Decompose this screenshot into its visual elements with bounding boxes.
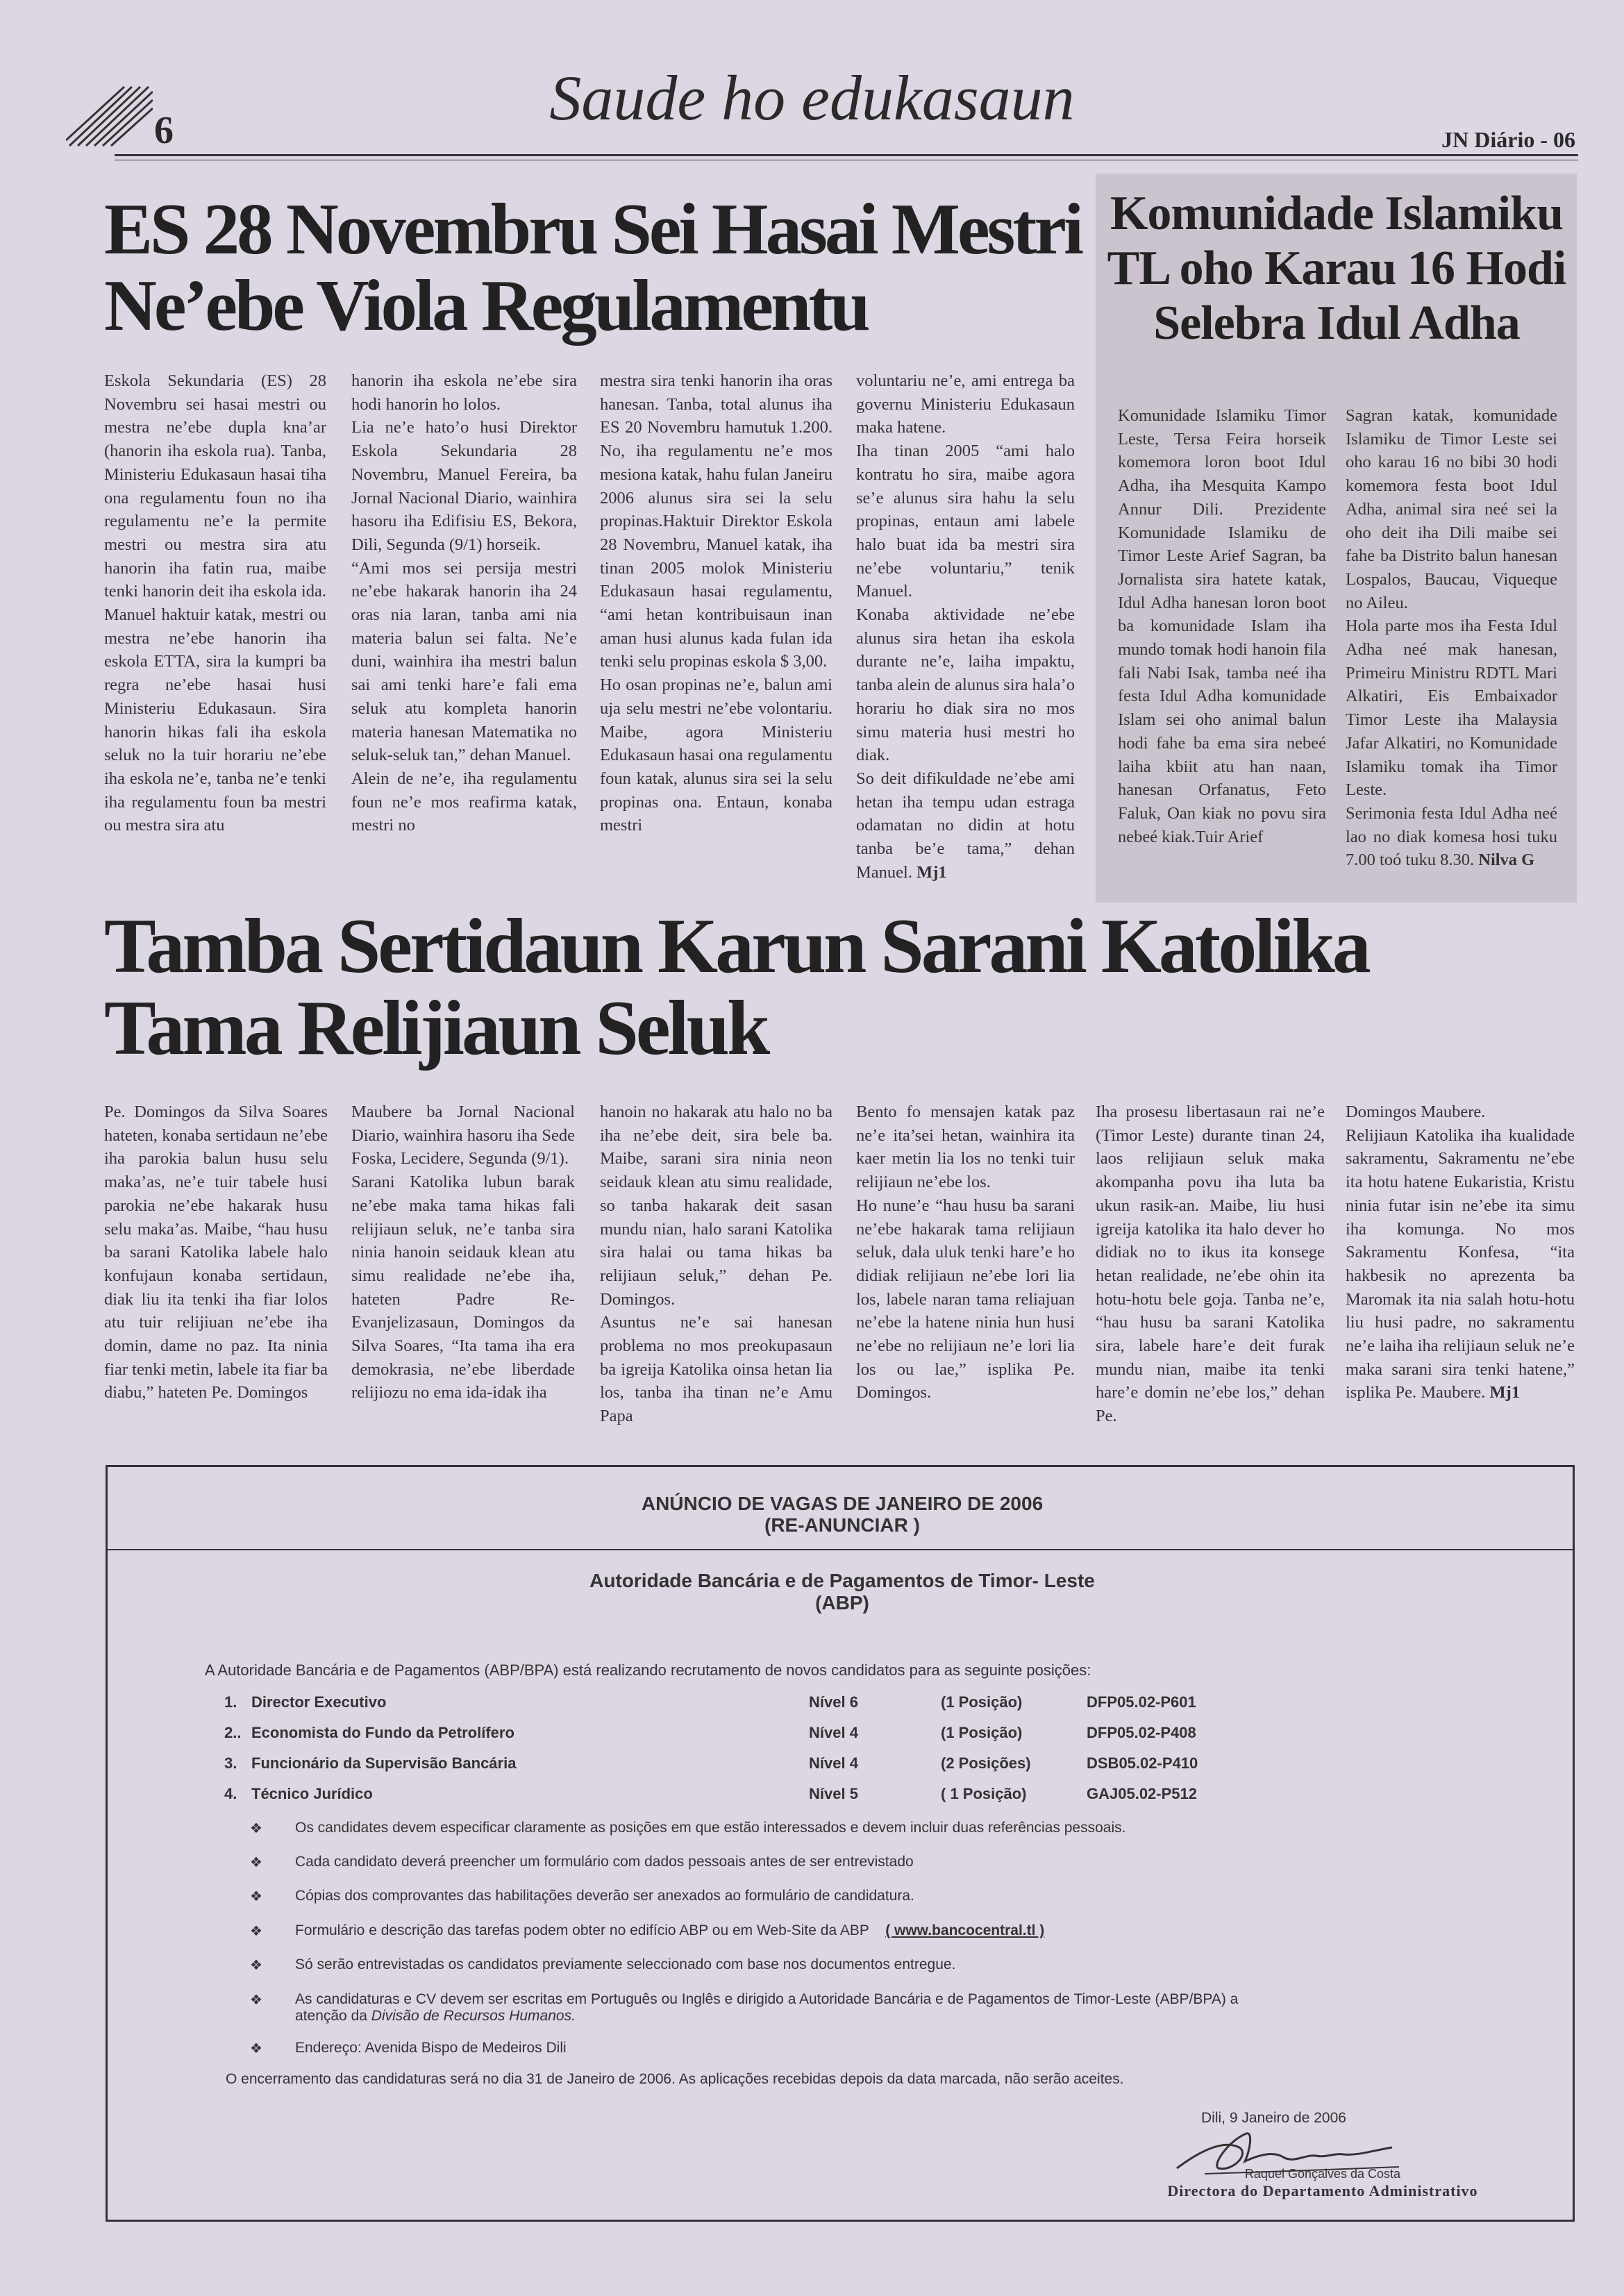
requirement-item: Cada candidato deverá preencher um formulário com dados pessoais antes de ser entrevistado	[295, 1854, 914, 1870]
article2-column-3	[600, 1100, 832, 1428]
article2-column-1	[104, 1100, 328, 1405]
article2-column-5	[1096, 1100, 1325, 1428]
requirement-item: Formulário e descrição das tarefas podem obter no edifício ABP ou em Web-Site da ABP ( www.bancocentral.tl )	[295, 1922, 1045, 1938]
article2-paragraph: Asuntus ne’e sai hanesan problema no mos preokupasaun ba igreija Katolika oinsa hetan lia los, tanba iha tinan ne’e Amu Papa	[600, 1313, 832, 1426]
article2-paragraph: Domingos Maubere.	[1346, 1103, 1486, 1121]
ad-intro: A Autoridade Bancária e de Pagamentos (ABP/BPA) está realizando recrutamento de novos candidatos para as seguinte posições:	[205, 1661, 1091, 1679]
sidebar-signoff: Nilva G	[1478, 850, 1535, 870]
position-title: Director Executivo	[251, 1693, 387, 1711]
bullet-diamond-icon: ❖	[250, 1889, 262, 1904]
position-number: 2..	[224, 1724, 242, 1741]
bullet-diamond-icon: ❖	[250, 1924, 262, 1939]
signatory-name: Raquel Gonçalves da Costa	[1244, 2167, 1401, 2181]
position-count: ( 1 Posição)	[941, 1785, 1027, 1802]
article1-signoff: Mj1	[916, 862, 947, 882]
article2-column-4	[856, 1100, 1075, 1405]
position-count: (1 Posição)	[941, 1724, 1023, 1741]
position-level: Nível 6	[809, 1693, 858, 1711]
section-title: Saude ho edukasaun	[549, 62, 1075, 133]
article2-paragraph: Ho nune’e “hau husu ba sarani ne’ebe hakarak tama relijiaun seluk, dala uluk tenki hare’e ho didiak relijiaun ne’ebe lori lia los, labele naran tama reliajuan ne’ebe la hatene ninia hun husi ne’ebe no relijiaun ne’e lori lia los ou lae,” isplika Pe. Domingos.	[856, 1196, 1075, 1402]
article2-headline-line1: Tamba Sertidaun Karun Sarani Katolika	[104, 903, 1368, 989]
bullet-diamond-icon: ❖	[250, 2041, 262, 2056]
bullet-diamond-icon: ❖	[250, 1993, 262, 2008]
position-number: 3.	[224, 1754, 237, 1772]
sidebar-column-2	[1346, 404, 1557, 872]
article1-column-2	[351, 369, 577, 837]
ad-date: Dili, 9 Janeiro de 2006	[1201, 2110, 1346, 2126]
sidebar-paragraph: Sagran katak, komunidade Islamiku de Timor Leste sei oho karau 16 no bibi 30 hodi komemora festa boot Idul Adha, animal sira neé sei la oho deit iha Dili maibe sei fahe ba Distrito balun hanesan Lospalos, Baucau, Viqueque no Aileu.	[1346, 406, 1557, 612]
article2-paragraph: Sarani Katolika lubun barak ne’ebe maka tama hikas fali relijiaun seluk, ne’e tanba sira ninia hanoin seidauk klean atu simu realidade ne’ebe iha, hateten Padre Re-Evanjelizasaun, Domingos da Silva Soares, “Ita tama iha era demokrasia, ne’ebe liberdade relijiozu no ema ida-idak iha	[351, 1173, 575, 1402]
position-number: 4.	[224, 1785, 237, 1802]
article2-paragraph: Bento fo mensajen katak paz ne’e ita’sei hetan, wainhira ita kaer metin lia los no tenki tuir relijiaun ne’ebe los.	[856, 1103, 1075, 1192]
issue-label: JN Diário - 06	[1441, 127, 1575, 152]
bullet-diamond-icon: ❖	[250, 1855, 262, 1870]
article2-column-2	[351, 1100, 575, 1405]
article1-headline	[104, 188, 1090, 346]
position-number: 1.	[224, 1693, 237, 1711]
article1-paragraph: Ho osan propinas ne’e, balun ami uja selu mestri ne’ebe volontariu. Maibe, agora Ministeriu Edukasaun hasai ona regulamentu foun katak, alunus sira sei la selu propinas ona. Entaun, konaba mestri	[600, 676, 832, 835]
requirement-item: Cópias dos comprovantes das habilitações deverão ser anexados ao formulário de candidatura.	[295, 1888, 914, 1904]
ad-org-name: Autoridade Bancária e de Pagamentos de Timor- Leste	[589, 1570, 1095, 1591]
position-code: DFP05.02-P408	[1087, 1724, 1196, 1741]
requirement-item: As candidaturas e CV devem ser escritas em Português ou Inglês e dirigido a Autoridade Bancária e de Pagamentos de Timor-Leste (ABP/BPA) a atenção da Divisão de Recursos Humanos.	[295, 1991, 1239, 2025]
article1-paragraph: So deit difikuldade ne’ebe ami hetan iha tempu udan estraga odamatan no didin at hotu tanba be’e tama,” dehan Manuel. Mj1	[856, 769, 1075, 882]
sidebar-headline: Komunidade Islamiku TL oho Karau 16 Hodi Selebra Idul Adha	[1107, 187, 1566, 351]
ad-divider	[108, 1549, 1573, 1550]
ad-title-line2: (RE-ANUNCIAR )	[764, 1514, 920, 1536]
article1-paragraph: Konaba aktividade ne’ebe alunus sira hetan iha eskola durante ne’e, laiha impaktu, tanba alein de alunus sira hala’o horariu ho diak sira no mos simu materia husi mestri ho diak.	[856, 605, 1075, 765]
ad-title-line1: ANÚNCIO DE VAGAS DE JANEIRO DE 2006	[641, 1493, 1044, 1514]
position-code: GAJ05.02-P512	[1087, 1785, 1197, 1802]
sidebar-paragraph: Serimonia festa Idul Adha neé lao no diak komesa hosi tuku 7.00 toó tuku 8.30. Nilva G	[1346, 803, 1557, 870]
article1-paragraph: voluntariu ne’e, ami entrega ba governu Ministeriu Edukasaun maka hatene.	[856, 371, 1075, 437]
article1-paragraph: Iha tinan 2005 “ami halo kontratu ho sira, maibe agora se’e alunus sira hahu la selu propinas, entaun ami labele halo buat ida ba mestri sira ne’ebe voluntariu,” tenik Manuel.	[856, 442, 1075, 601]
article2-signoff: Mj1	[1489, 1383, 1521, 1402]
article1-column-1	[104, 369, 326, 837]
article2-column-6	[1346, 1100, 1575, 1405]
sidebar-paragraph: Komunidade Islamiku Timor Leste, Tersa Feira horseik komemora loron boot Idul Adha, iha Mesquita Kampo Annur Dili. Prezidente Komunidade Islamiku de Timor Leste Arief Sagran, ba Jornalista sira hatete katak, Idul Adha hanesan loron boot ba komunidade Islam iha mundo tomak hodi hanoin fila fali Nabi Isak, tamba neé iha festa Idul Adha komunidade Islam sei oho animal balun hodi fahe ba ema sira nebeé laiha kbiit atu han naan, hanesan Orfanatus, Feto Faluk, Oan kiak no povu sira nebeé kiak.Tuir Arief	[1118, 406, 1326, 846]
article1-column-4	[856, 369, 1075, 884]
position-count: (1 Posição)	[941, 1693, 1023, 1711]
position-code: DSB05.02-P410	[1087, 1754, 1198, 1772]
ad-organization	[108, 1570, 1577, 1614]
header-rule	[115, 154, 1578, 156]
article1-paragraph: mestra sira tenki hanorin iha oras hanesan. Tanba, total alunus iha ES 20 Novembru hamutuk 1.200. No, iha regulamentu ne’e mos mesiona katak, hahu fulan Janeiru 2006 alunus sira sei la selu propinas.Haktuir Direktor Eskola 28 Novembru, Manuel katak, iha tinan 2005 molok Ministeriu Edukasaun hasai regulamentu, “ami hetan kontribuisaun inan aman husi alunus kada fulan ida tenki selu propinas eskola $ 3,00.	[600, 371, 832, 671]
article2-paragraph: Maubere ba Jornal Nacional Diario, wainhira hasoru iha Sede Foska, Lecidere, Segunda (9/1).	[351, 1103, 575, 1168]
bullet-diamond-icon: ❖	[250, 1821, 262, 1836]
website-link[interactable]: ( www.bancocentral.tl )	[885, 1922, 1045, 1938]
position-title: Técnico Jurídico	[251, 1785, 373, 1802]
position-level: Nível 4	[809, 1754, 858, 1772]
article1-column-3	[600, 369, 832, 837]
article1-paragraph: hanorin iha eskola ne’ebe sira hodi hanorin ho lolos.	[351, 371, 577, 414]
requirement-item: Só serão entrevistadas os candidatos previamente seleccionado com base nos documentos entregue.	[295, 1956, 956, 1972]
position-title: Economista do Fundo da Petrolífero	[251, 1724, 514, 1741]
article2-paragraph: hanoin no hakarak atu halo no ba iha ne’ebe deit, sira bele ba. Maibe, sarani sira ninia neon seidauk klean atu simu realidade, so tanba hakarak deit sasan mundu nian, halo sarani Katolika sira halai ou tama hikas ba relijiaun seluk,” dehan Pe. Domingos.	[600, 1103, 832, 1309]
ad-title	[108, 1493, 1577, 1536]
article1-paragraph: Alein de ne’e, iha regulamentu foun ne’e mos reafirma katak, mestri no	[351, 769, 577, 835]
article1-paragraph: Eskola Sekundaria (ES) 28 Novembru sei hasai mestri ou mestra ne’ebe dupla kna’ar (hanorin iha eskola rua). Tanba, Ministeriu Edukasaun hasai tiha ona regulamentu foun no iha regulamentu ne’e la permite mestri ou mestra sira atu hanorin iha fatin rua, maibe tenki hanorin deit iha eskola ida. Manuel haktuir katak, mestri ou mestra ne’ebe hanorin iha eskola ETTA, sira la kumpri ba regra ne’ebe hasai husi Ministeriu Edukasaun. Sira hanorin hikas fali iha eskola seluk no la tuir horariu ne’ebe iha eskola ne’e, tanba ne’e tenki iha regulamentu foun ba mestri ou mestra sira atu	[104, 371, 326, 835]
article1-headline-line1: ES 28 Novembru Sei Hasai Mestri	[104, 188, 1082, 269]
signatory-role: Directora do Departamento Administrativo	[1167, 2182, 1478, 2199]
article1-paragraph: “Ami mos sei persija mestri ne’ebe hakarak hanorin iha 24 oras nia laran, tanba ami nia materia balun sei falta. Ne’e duni, wainhira iha mestri balun sai ami tenki hare’e fali ema seluk atu kompleta hanorin materia hanesan Matematika no seluk-seluk tan,” dehan Manuel.	[351, 558, 577, 765]
ad-org-acronym: (ABP)	[815, 1592, 869, 1614]
position-code: DFP05.02-P601	[1087, 1693, 1196, 1711]
requirement-item: Os candidates devem especificar claramente as posições em que estão interessados e devem incluir duas referências pessoais.	[295, 1820, 1126, 1836]
article2-headline	[104, 903, 1590, 1071]
job-vacancy-advertisement	[106, 1465, 1575, 2222]
position-level: Nível 4	[809, 1724, 858, 1741]
position-count: (2 Posições)	[941, 1754, 1031, 1772]
article1-headline-line2: Ne’ebe Viola Regulamentu	[104, 265, 868, 346]
article2-paragraph: Pe. Domingos da Silva Soares hateten, konaba sertidaun ne’ebe iha parokia balun husu selu maka’as, ne’e tuir tabele husi parokia ne’ebe hakarak husu selu maka’as. Maibe, “hau husu ba sarani Katolika labele halo konfujaun konaba sertidaun, diak liu ita tenki iha fiar lolos atu tuir relijiuan ne’ebe iha domin, dame no paz. Ita ninia fiar tenki metin, labele ita fiar ba diabu,” hateten Pe. Domingos	[104, 1103, 328, 1402]
article2-paragraph: Relijiaun Katolika iha kualidade sakramentu, Sakramentu ne’ebe ita hotu hatene Eukaristia, Kristu ninia futar isin ne’ebe ita simu iha komunga. No mos Sakramentu Konfesa, “ita hakbesik no aprezenta ba Maromak ita nia salah hotu-hotu liu husi padre, no sakramentu ne’e laiha iha relijiaun seluk ne’e maka sarani sira tenki hatene,” isplika Pe. Maubere. Mj1	[1346, 1125, 1575, 1402]
bullet-diamond-icon: ❖	[250, 1958, 262, 1973]
sidebar-column-1	[1118, 404, 1326, 848]
article2-paragraph: Iha prosesu libertasaun rai ne’e (Timor Leste) durante tinan 24, laos relijiaun seluk maka akompanha povu iha luta ba ukun rasik-an. Maibe, liu husi igreija katolika ita halo dever ho didiak no to ikus ita konsege hetan realidade, ne’ebe ohin ita hotu-hotu bele goja. Tanba ne’e, “hau husu ba sarani Katolika sira, labele hare’e deit furak mundu nian, maibe ita tenki hare’e domin ne’ebe los,” dehan Pe.	[1096, 1103, 1325, 1426]
position-level: Nível 5	[809, 1785, 858, 1802]
article1-paragraph: Lia ne’e hato’o husi Direktor Eskola Sekundaria 28 Novembru, Manuel Fereira, ba Jornal Nacional Diario, wainhira hasoru iha Edifisiu ES, Bekora, Dili, Segunda (9/1) horseik.	[351, 418, 577, 554]
page-number: 6	[154, 109, 174, 152]
sidebar-paragraph: Hola parte mos iha Festa Idul Adha neé mak hanesan, Primeiru Ministru RDTL Mari Alkatiri, Eis Embaixador Timor Leste iha Malaysia Jafar Alkatiri, no Komunidade Islamiku tomak iha Timor Leste.	[1346, 617, 1557, 800]
position-title: Funcionário da Supervisão Bancária	[251, 1754, 517, 1772]
requirement-item: Endereço: Avenida Bispo de Medeiros Dili	[295, 2040, 567, 2056]
article2-headline-line2: Tama Relijiaun Seluk	[104, 984, 768, 1071]
ad-closing-notice: O encerramento das candidaturas será no dia 31 de Janeiro de 2006. As aplicações recebidas depois da data marcada, não serão aceites.	[226, 2071, 1124, 2087]
